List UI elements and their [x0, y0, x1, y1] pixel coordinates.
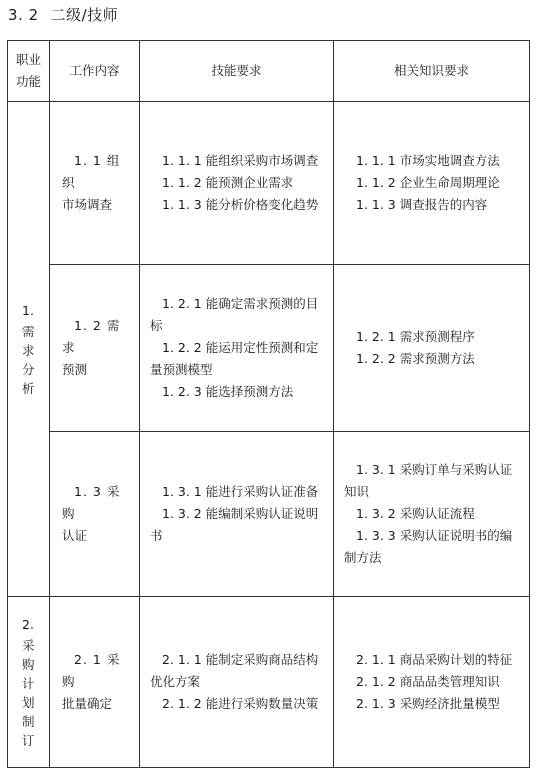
- table-row: [8, 597, 530, 768]
- knowledge-cell: [334, 265, 530, 432]
- header-work: 工作内容: [50, 41, 140, 102]
- knowledge-item: 1. 1. 3 调查报告的内容: [356, 197, 488, 212]
- knowledge-item: 2. 1. 2 商品品类管理知识: [356, 674, 500, 689]
- skill-item: 1. 1. 2 能预测企业需求: [162, 175, 294, 190]
- knowledge-item: 1. 2. 1 需求预测程序: [356, 329, 475, 344]
- function-cell: [8, 597, 50, 768]
- skill-item: 1. 1. 1 能组织采购市场调查: [162, 153, 319, 168]
- header-function: 职业功能: [8, 41, 50, 102]
- table-row: [8, 432, 530, 597]
- function-cell: [8, 102, 50, 597]
- standards-table: [7, 40, 530, 768]
- knowledge-cell: [334, 432, 530, 597]
- skill-item: 2. 1. 2 能进行采购数量决策: [162, 696, 319, 711]
- skill-item: 2. 1. 1 能制定采购商品结构优化方案: [150, 652, 319, 689]
- skill-item: 1. 2. 1 能确定需求预测的目标: [150, 296, 319, 333]
- skill-item: 1. 3. 1 能进行采购认证准备: [162, 484, 319, 499]
- knowledge-item: 2. 1. 3 采购经济批量模型: [356, 696, 500, 711]
- skill-item: 1. 3. 2 能编制采购认证说明书: [150, 506, 319, 543]
- knowledge-item: 1. 1. 1 市场实地调查方法: [356, 153, 500, 168]
- skills-cell: [140, 432, 334, 597]
- knowledge-item: 1. 2. 2 需求预测方法: [356, 351, 475, 366]
- knowledge-cell: [334, 597, 530, 768]
- function-number: 1.: [22, 303, 34, 318]
- header-skills: 技能要求: [140, 41, 334, 102]
- work-content-cell: 1. 1 组织 市场调查: [50, 102, 140, 265]
- section-title: 二级/技师: [50, 6, 119, 24]
- skills-cell: [140, 597, 334, 768]
- section-heading: [8, 4, 118, 25]
- function-name: 采购计划制订: [22, 638, 35, 748]
- header-knowledge: 相关知识要求: [334, 41, 530, 102]
- skills-cell: [140, 102, 334, 265]
- work-content-cell: 2. 1 采购 批量确定: [50, 597, 140, 768]
- knowledge-item: 2. 1. 1 商品采购计划的特征: [356, 652, 513, 667]
- skills-cell: [140, 265, 334, 432]
- knowledge-cell: [334, 102, 530, 265]
- function-number: 2.: [22, 617, 34, 632]
- section-number: 3. 2: [8, 6, 39, 24]
- work-content-cell: 1. 3 采购 认证: [50, 432, 140, 597]
- knowledge-item: 1. 1. 2 企业生命周期理论: [356, 175, 500, 190]
- knowledge-item: 1. 3. 1 采购订单与采购认证知识: [344, 462, 513, 499]
- skill-item: 1. 2. 2 能运用定性预测和定量预测模型: [150, 340, 319, 377]
- table-header-row: [8, 41, 530, 102]
- knowledge-item: 1. 3. 3 采购认证说明书的编制方法: [344, 528, 513, 565]
- table-row: [8, 102, 530, 265]
- table-row: [8, 265, 530, 432]
- skill-item: 1. 2. 3 能选择预测方法: [162, 384, 294, 399]
- work-content-cell: 1. 2 需求 预测: [50, 265, 140, 432]
- function-name: 需求分析: [22, 324, 35, 396]
- skill-item: 1. 1. 3 能分析价格变化趋势: [162, 197, 319, 212]
- knowledge-item: 1. 3. 2 采购认证流程: [356, 506, 475, 521]
